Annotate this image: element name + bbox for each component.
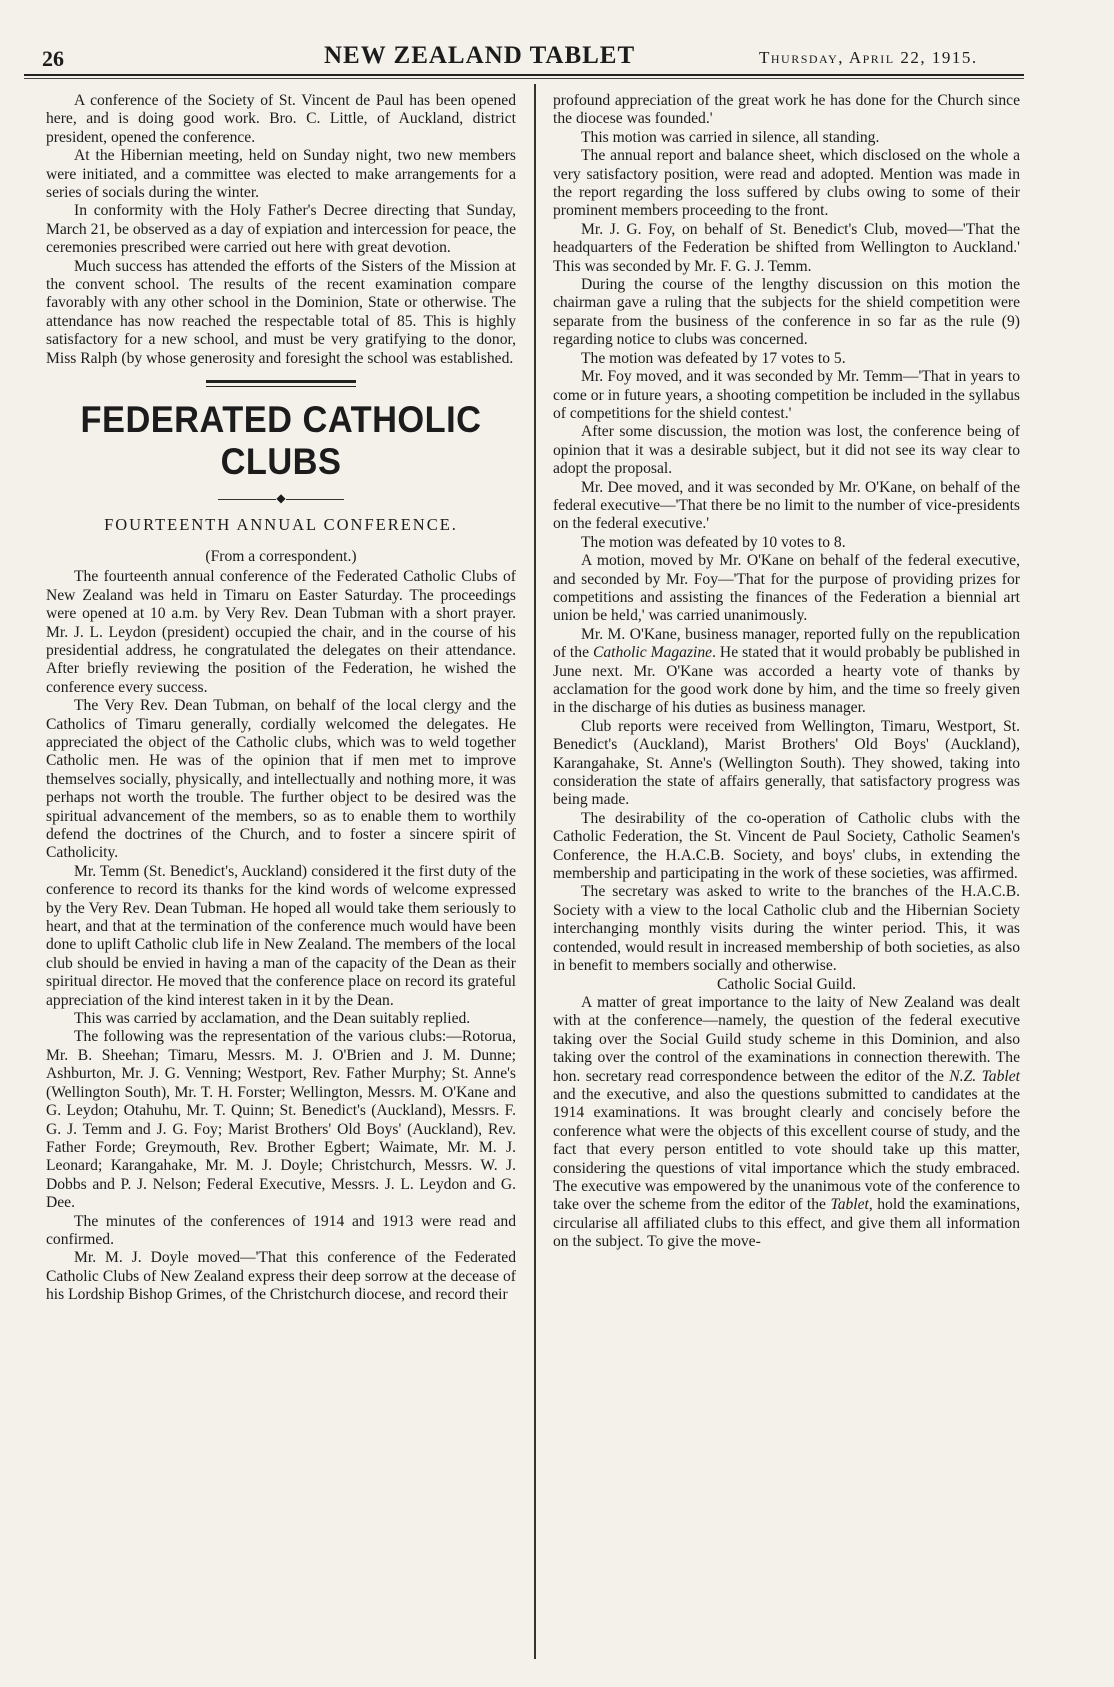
paragraph: A motion, moved by Mr. O'Kane on behalf of the federal executive, and seconded by Mr. Foy—'That for the purpose of providing prizes for competitions and assisting the finances of the Federation a biennial art union be held,' was carried unanimously. (553, 552, 1020, 625)
paragraph: This was carried by acclamation, and the Dean suitably replied. (74, 1010, 471, 1028)
section-divider (206, 380, 356, 387)
header-rule-thin (24, 78, 1024, 79)
paragraph: In conformity with the Holy Father's Decree directing that Sunday, March 21, be observed as a day of expiation and intercession for peace, the ceremonies prescribed were carried out here with great devotion. (46, 202, 516, 257)
paragraph: Mr. J. G. Foy, on behalf of St. Benedict's Club, moved—'That the headquarters of the Federation be shifted from Wellington to Auckland.' This was seconded by Mr. F. G. J. Temm. (553, 220, 1020, 275)
article-title: FEDERATED CATHOLIC CLUBS (80, 399, 482, 483)
page-number: 26 (42, 46, 64, 71)
page-header (24, 38, 1024, 72)
italic-title: Catholic Magazine (592, 644, 713, 662)
paragraph: The minutes of the conferences of 1914 and 1913 were read and confirmed. (46, 1212, 516, 1248)
italic-title: N.Z. Tablet (949, 1067, 1020, 1085)
article-subtitle: FOURTEENTH ANNUAL CONFERENCE. (104, 514, 458, 534)
paragraph: At the Hibernian meeting, held on Sunday night, two new members were initiated, and a committee was elected to make arrangements for a series of socials during the winter. (46, 147, 516, 202)
text-run: A matter of great importance to the laity of New Zealand was dealt with at the conference—namely, the question of the federal executive taking over the Social Guild study scheme in this Dominion, and also taking over the control of the examinations in connection therewith. The hon. secretary read correspondence between the editor of the (553, 993, 1020, 1085)
text-run: Mr. M. O'Kane, business manager, reported fully on the republication of the (553, 625, 1020, 662)
ornament-divider: ◆ (46, 489, 516, 507)
text-run: and the executive, and also the questions submitted to candidates at the 1914 examinations. It was brought clearly and concisely before the conference what were the objects of this excellent course of study, and the fact that every person entitled to vote should take up this matter, considering the questions of vital importance which the study embraced. The executive was empowered by the unanimous vote of the conference to take over the scheme from the editor of the (553, 1085, 1020, 1214)
paragraph: The motion was defeated by 10 votes to 8. (581, 533, 846, 551)
text-run: . He stated that it would probably be published in June next. Mr. O'Kane was accorded a hearty vote of thanks by acclamation for the good work done by him, and the time so freely given in the discharge of his duties as business manager. (553, 644, 1020, 717)
paragraph (553, 626, 1020, 718)
right-column (553, 92, 1020, 1252)
paragraph: After some discussion, the motion was lost, the conference being of opinion that it was a desirable subject, but it did not see its way clear to adopt the proposal. (553, 423, 1020, 478)
article-byline: (From a correspondent.) (205, 547, 357, 565)
paragraph: This motion was carried in silence, all standing. (581, 128, 880, 146)
paragraph: Mr. Foy moved, and it was seconded by Mr. Temm—'That in years to come or in future years, a shooting competition be included in the syllabus of competitions for the shield contest.' (553, 368, 1020, 422)
paragraph: The motion was defeated by 17 votes to 5. (581, 349, 846, 367)
paragraph: Mr. Dee moved, and it was seconded by Mr. O'Kane, on behalf of the federal executive—'That there be no limit to the number of vice-presidents on the federal executive.' (553, 478, 1020, 533)
paragraph: profound appreciation of the great work he has done for the Church since the diocese was founded.' (553, 92, 1020, 128)
dateline: Thursday, April 22, 1915. (759, 48, 978, 67)
paragraph: The desirability of the co-operation of Catholic clubs with the Catholic Federation, the St. Vincent de Paul Society, Catholic Seamen's Conference, the H.A.C.B. Society, and boys' clubs, in extending the membership and participating in the work of these societies, was affirmed. (553, 809, 1020, 883)
paragraph: Mr. Temm (St. Benedict's, Auckland) considered it the first duty of the conference to record its thanks for the kind words of welcome expressed by the Very Rev. Dean Tubman. He hoped all would take them seriously to heart, and that at the termination of the conference much would have been done to uplift Catholic club life in New Zealand. The members of the local club should be envied in having a man of the capacity of the Dean as their spiritual director. He moved that the conference place on record its grateful appreciation of the kind interest taken in it by the Dean. (46, 862, 516, 1009)
paragraph: The Very Rev. Dean Tubman, on behalf of the local clergy and the Catholics of Timaru generally, cordially welcomed the delegates. He appreciated the object of the Catholic clubs, which was to weld together Catholic men. He was of the opinion that if men met to improve themselves socially, physically, and intellectually and nothing more, it was perhaps not worth the trouble. The further object to be desired was the spiritual advancement of the members, so as to enable them to worthily defend the doctrines of the Church, and to foster a sincere spirit of Catholicity. (46, 697, 516, 862)
paragraph (553, 994, 1020, 1252)
paragraph: The secretary was asked to write to the branches of the H.A.C.B. Society with a view to the local Catholic club and the Hibernian Society interchanging monthly visits during the winter period. This, it was contended, would result in increased membership of both societies, as also in benefit to members socially and otherwise. (553, 883, 1020, 975)
masthead: NEW ZEALAND TABLET (324, 42, 636, 69)
header-rule (24, 74, 1024, 76)
paragraph: The fourteenth annual conference of the Federated Catholic Clubs of New Zealand was held in Timaru on Easter Saturday. The proceedings were opened at 10 a.m. by Very Rev. Dean Tubman with a short prayer. Mr. J. L. Leydon (president) occupied the chair, and in the course of his presidential address, he congratulated the delegates on their attendance. After briefly reviewing the position of the Federation, he wished the conference every success. (46, 568, 516, 696)
paragraph: Club reports were received from Wellington, Timaru, Westport, St. Benedict's (Auckland), Marist Brothers' Old Boys' (Auckland), Karangahake, St. Anne's (Wellington South). They showed, taking into consideration the state of affairs generally, that satisfactory progress was being made. (553, 717, 1020, 809)
italic-title: Tablet (830, 1196, 869, 1214)
paragraph: The following was the representation of the various clubs:—Rotorua, Mr. B. Sheehan; Timaru, Messrs. M. J. O'Brien and J. M. Dunne; Ashburton, Mr. J. G. Venning; Westport, Rev. Father Murphy; St. Anne's (Wellington South), Mr. T. H. Forster; Wellington, Messrs. M. O'Kane and G. Leydon; Otahuhu, Mr. T. Quinn; St. Benedict's (Auckland), Messrs. F. G. J. Temm and J. G. Foy; Marist Brothers' Old Boys' (Auckland), Rev. Father Forde; Greymouth, Rev. Brother Egbert; Waimate, Mr. M. J. Leonard; Karangahake, Mr. M. J. Doyle; Christchurch, Messrs. W. J. Dobbs and P. J. Nelson; Federal Executive, Messrs. J. L. Leydon and G. Dee. (46, 1028, 516, 1212)
section-heading: Catholic Social Guild. (716, 975, 857, 993)
left-column (46, 92, 516, 1305)
text-run: , hold the examinations, circularise all affiliated clubs to this effect, and give them all information on the subject. To give the move- (553, 1196, 1020, 1251)
paragraph: Mr. M. J. Doyle moved—'That this conference of the Federated Catholic Clubs of New Zealand express their deep sorrow at the decease of his Lordship Bishop Grimes, of the Christchurch diocese, and record their (46, 1249, 516, 1304)
paragraph: During the course of the lengthy discussion on this motion the chairman gave a ruling that the subjects for the shield competition were separate from the business of the conference in so far as the rule (9) regarding notice to clubs was concerned. (553, 276, 1020, 349)
paragraph: Much success has attended the efforts of the Sisters of the Mission at the convent school. The results of the recent examination compare favorably with any other school in the Dominion, State or otherwise. The attendance has now reached the respectable total of 85. This is highly satisfactory for a new school, and must be very gratifying to the donor, Miss Ralph (by whose generosity and foresight the school was established. (46, 257, 516, 367)
paragraph: A conference of the Society of St. Vincent de Paul has been opened here, and is doing good work. Bro. C. Little, of Auckland, district president, opened the conference. (46, 92, 516, 146)
column-divider (534, 84, 536, 1659)
paragraph: The annual report and balance sheet, which disclosed on the whole a very satisfactory position, were read and adopted. Mention was made in the report regarding the loss suffered by clubs owing to some of their prominent members proceeding to the front. (553, 147, 1020, 220)
